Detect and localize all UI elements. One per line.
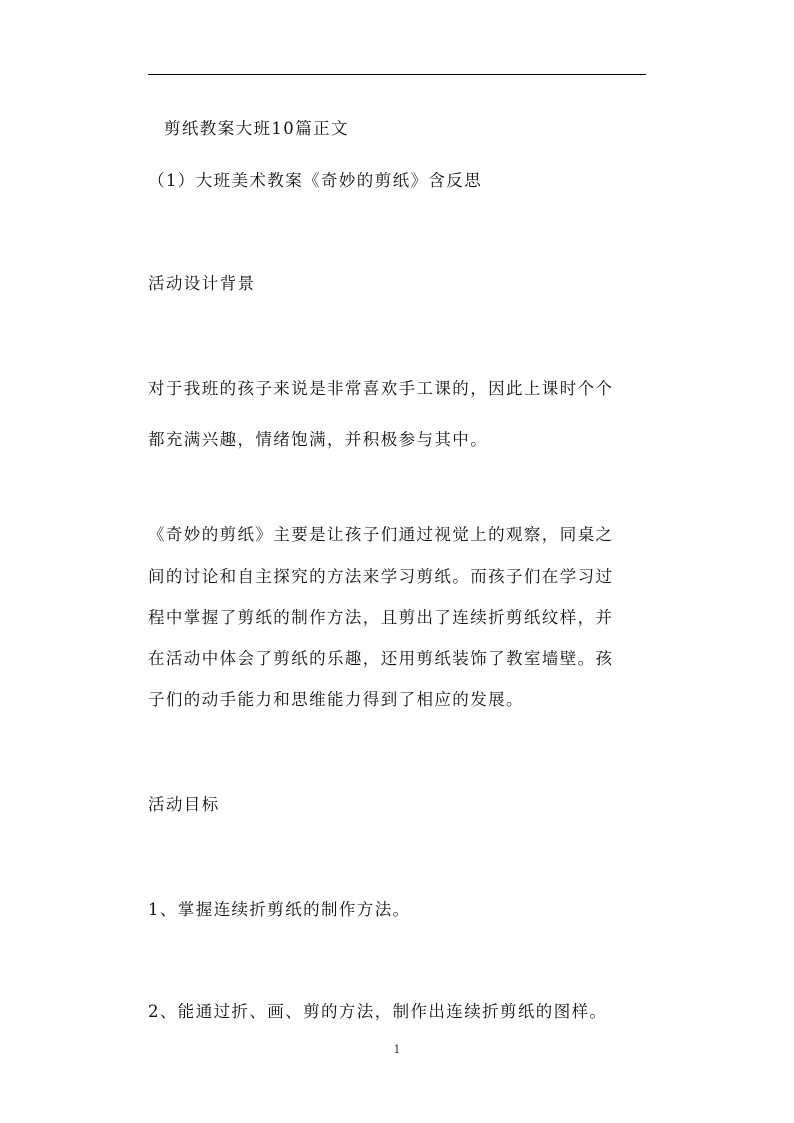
goal-item-1: 1、掌握连续折剪纸的制作方法。	[148, 900, 411, 919]
section-heading-goals: 活动目标	[148, 795, 220, 814]
section-heading-background: 活动设计背景	[148, 274, 256, 293]
document-title: 剪纸教案大班10篇正文	[164, 119, 349, 138]
document-subtitle: （1）大班美术教案《奇妙的剪纸》含反思	[148, 171, 483, 190]
header-rule	[148, 74, 646, 75]
goal-item-2: 2、能通过折、画、剪的方法，制作出连续折剪纸的图样。	[148, 1002, 608, 1021]
paragraph-line: 在活动中体会了剪纸的乐趣，还用剪纸装饰了教室墙壁。孩	[148, 649, 614, 668]
paragraph-line: 《奇妙的剪纸》主要是让孩子们通过视觉上的观察，同桌之	[148, 525, 614, 544]
page-number: 1	[393, 1043, 401, 1056]
paragraph-line: 程中掌握了剪纸的制作方法，且剪出了连续折剪纸纹样，并	[148, 608, 614, 627]
paragraph-line: 对于我班的孩子来说是非常喜欢手工课的，因此上课时个个	[148, 379, 614, 398]
paragraph-line: 子们的动手能力和思维能力得到了相应的发展。	[148, 690, 524, 709]
paragraph-line: 都充满兴趣，情绪饱满，并积极参与其中。	[148, 430, 489, 449]
paragraph-line: 间的讨论和自主探究的方法来学习剪纸。而孩子们在学习过	[148, 567, 614, 586]
